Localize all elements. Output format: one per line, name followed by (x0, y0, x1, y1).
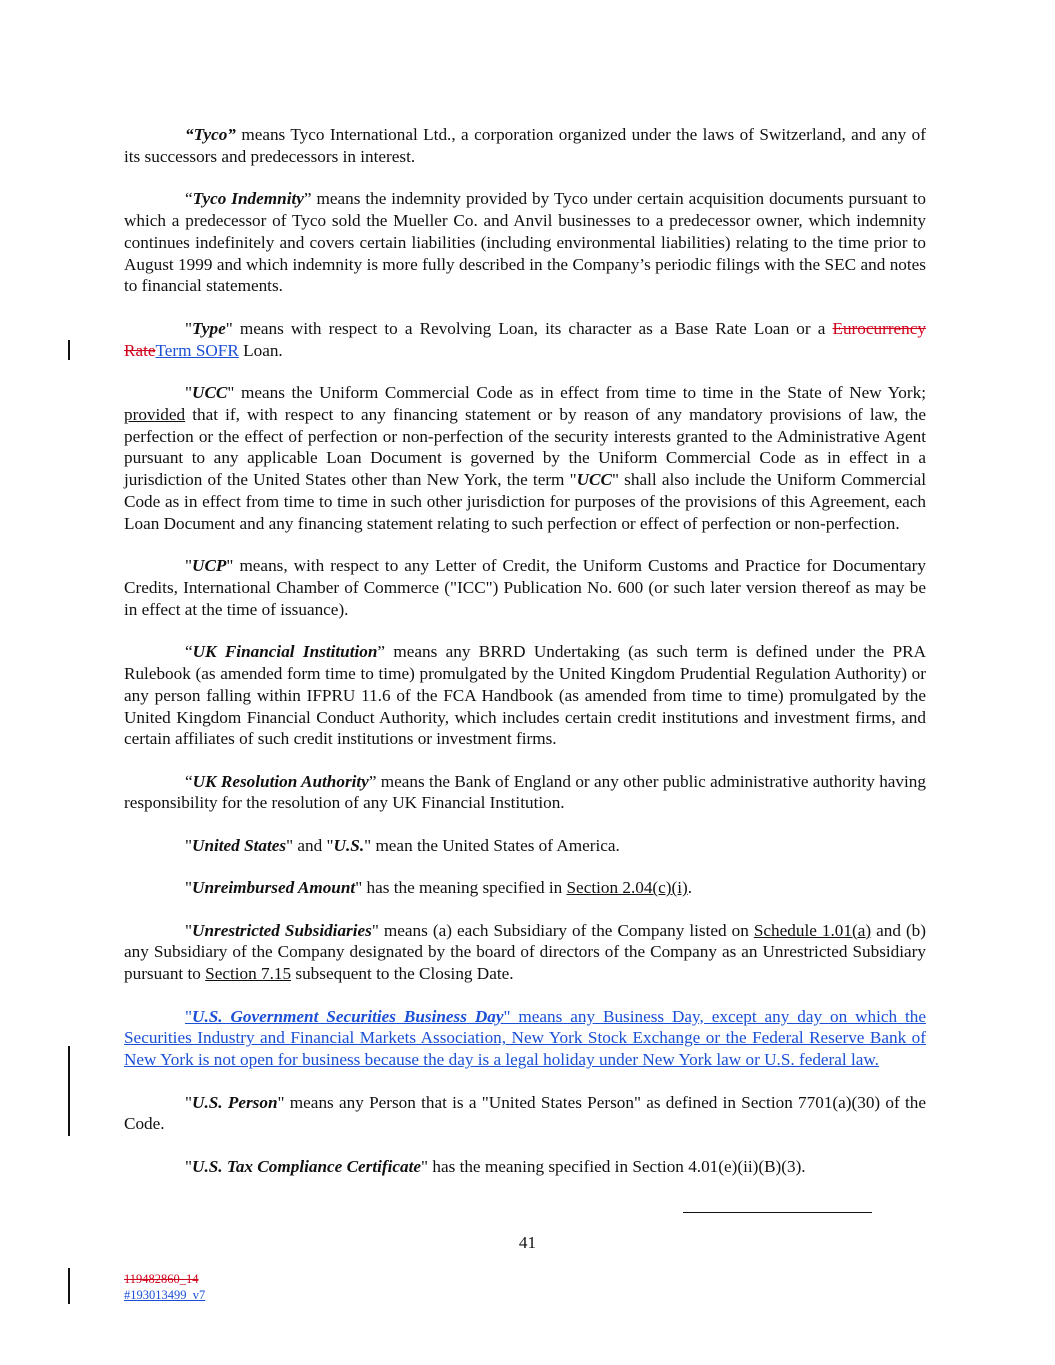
quote: " (185, 318, 193, 338)
change-bar (68, 340, 70, 360)
definition-text: " means with respect to a Revolving Loan, its character as a Base Rate Loan or a (225, 318, 833, 338)
definition-us-tax-compliance-certificate (124, 1156, 926, 1178)
definition-uk-resolution-authority (124, 771, 926, 815)
definition-ucp (124, 555, 926, 620)
term: UCP (192, 556, 227, 576)
term: U.S. Government Securities Business Day (192, 1006, 504, 1026)
definition-text: " means any Business Day, except any day on which the Securities Industry and Financial Markets Association, New York Stock Exchange or the Federal Reserve Bank of New York is not open for business because the day is a legal holiday under New York law or U.S. federal law. (124, 1006, 926, 1070)
term: UCC (192, 382, 228, 402)
definition-text: ” means any BRRD Undertaking (as such term is defined under the PRA Rulebook (as amended form time to time) promulgated by the United Kingdom Prudential Regulation Authority) or any person falling within IFPRU 11.6 of the FCA Handbook (as amended from time to time) promulgated by the United Kingdom Financial Conduct Authority, which includes certain credit institutions and investment firms, and certain affiliates of such credit institutions or investment firms. (124, 642, 926, 749)
term: UCC (576, 470, 612, 490)
definition-us-person (124, 1092, 926, 1136)
definition-text: that if, with respect to any financing statement or by reason of any mandatory provisions of law, the perfection or the effect of perfection or non-perfection of the security interests granted to the Administrative Agent pursuant to any applicable Loan Document is governed by the Uniform Commercial Code as in effect in a jurisdiction of the United States other than New York, the term " (124, 404, 926, 490)
document-id-block (124, 1271, 205, 1303)
quote: “ (185, 771, 193, 791)
definition-text: " and " (286, 835, 334, 855)
inserted-text: Term SOFR (155, 340, 239, 360)
term: Type (192, 318, 226, 338)
definition-text: " has the meaning specified in Section 4.01(e)(ii)(B)(3). (421, 1156, 806, 1176)
term: United States (192, 835, 287, 855)
definition-tail: Loan. (238, 340, 283, 360)
section-reference: Section 2.04(c)(i) (566, 878, 688, 898)
deleted-text: Eurocurrency Rate (124, 318, 926, 360)
definition-unrestricted-subsidiaries (124, 920, 926, 985)
schedule-reference: Schedule 1.01(a) (753, 920, 872, 940)
term: U.S. (333, 835, 365, 855)
term: UK Resolution Authority (192, 771, 369, 791)
quote: " (185, 382, 193, 402)
term: U.S. Person (192, 1092, 278, 1112)
definition-text: means Tyco International Ltd., a corporation organized under the laws of Switzerland, and any of its successors and predecessors in interest. (124, 125, 926, 166)
definition-tyco (124, 124, 926, 168)
quote: “ (185, 642, 193, 662)
definition-text: and (b) any Subsidiary of the Company designated by the board of directors of the Company as an Unrestricted Subsidiary pursuant to (124, 920, 927, 984)
definition-tail: . (687, 878, 693, 898)
definition-text: " mean the United States of America. (364, 835, 620, 855)
definition-type (124, 318, 926, 362)
term: Tyco Indemnity (192, 189, 304, 209)
definition-ucc (124, 382, 926, 535)
term: Unrestricted Subsidiaries (192, 920, 372, 940)
document-id-deleted: 119482860_14 (124, 1272, 199, 1286)
quote: " (185, 1156, 193, 1176)
document-id-inserted: #193013499_v7 (124, 1288, 206, 1302)
term: UK Financial Institution (192, 642, 378, 662)
definition-united-states (124, 835, 926, 857)
definition-tail: subsequent to the Closing Date. (291, 964, 514, 984)
quote: “ (185, 189, 193, 209)
quote: " (185, 920, 193, 940)
definition-us-government-securities-business-day (124, 1006, 926, 1071)
definition-tyco-indemnity (124, 188, 926, 297)
term: Unreimbursed Amount (192, 878, 356, 898)
definition-uk-financial-institution (124, 641, 926, 750)
definition-text: ” means the indemnity provided by Tyco under certain acquisition documents pursuant to which a predecessor of Tyco sold the Mueller Co. and Anvil businesses to a predecessor owner, which indemnity continues indefinitely and covers certain liabilities (including environmental liabilities) relating to the time prior to August 1999 and which indemnity is more fully described in the Company’s periodic filings with the SEC and notes to financial statements. (124, 189, 926, 296)
definition-text: " shall also include the Uniform Commercial Code as in effect from time to time in such other jurisdiction for purposes of the provisions of this Agreement, each Loan Document and any financing statement relating to such perfection or effect of perfection or non-perfection. (124, 470, 926, 533)
definition-text: " means, with respect to any Letter of Credit, the Uniform Customs and Practice for Documentary Credits, International Chamber of Commerce ("ICC") Publication No. 600 (or such later version thereof as may be in effect at the time of issuance). (124, 556, 926, 619)
proviso: provided (124, 404, 186, 424)
definition-text: " has the meaning specified in (355, 878, 567, 898)
footnote-separator (683, 1212, 872, 1213)
change-bar (68, 1046, 70, 1136)
definition-text: " means (a) each Subsidiary of the Company listed on (371, 920, 754, 940)
definition-text: ” means the Bank of England or any other public administrative authority having responsibility for the resolution of any UK Financial Institution. (124, 771, 926, 813)
document-body (124, 124, 926, 1198)
page-number: 41 (518, 1233, 537, 1252)
quote: " (185, 556, 193, 576)
definition-text: " means any Person that is a "United States Person" as defined in Section 7701(a)(30) of the Code. (124, 1092, 926, 1134)
quote: " (185, 1006, 193, 1026)
section-reference: Section 7.15 (205, 964, 292, 984)
quote: " (185, 878, 193, 898)
definition-text: " means the Uniform Commercial Code as in effect from time to time in the State of New York; (227, 382, 926, 402)
definition-unreimbursed-amount (124, 877, 926, 899)
change-bar (68, 1268, 70, 1304)
term: “Tyco” (185, 125, 236, 144)
quote: " (185, 835, 193, 855)
quote: " (185, 1092, 193, 1112)
term: U.S. Tax Compliance Certificate (192, 1156, 422, 1176)
